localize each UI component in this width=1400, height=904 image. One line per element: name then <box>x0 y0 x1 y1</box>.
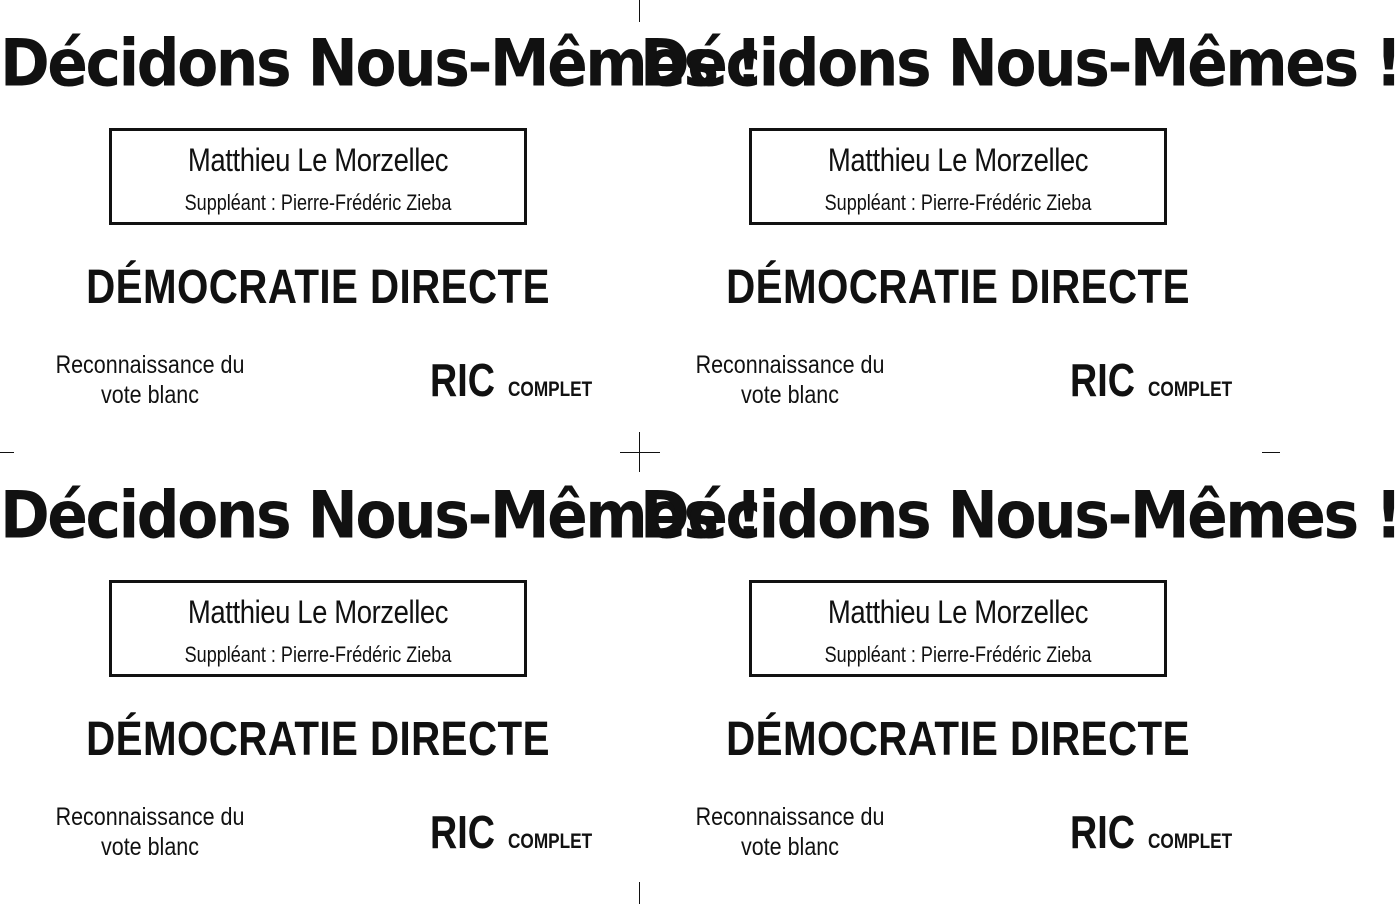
measure-blank-vote-line1: Reconnaissance du <box>695 803 885 831</box>
measure-blank-vote-line2: vote blanc <box>740 833 840 861</box>
crop-mark-left <box>0 452 14 453</box>
measure-ric <box>1070 804 1250 860</box>
crop-mark-bottom <box>639 882 640 904</box>
ric-label: RIC <box>430 806 495 858</box>
motto: DÉMOCRATIE DIRECTE <box>86 261 550 314</box>
measure-blank-vote-line2: vote blanc <box>100 833 200 861</box>
slogan: Décidons Nous-Mêmes ! <box>640 26 1400 102</box>
motto: DÉMOCRATIE DIRECTE <box>726 713 1190 766</box>
measure-blank-vote-line2: vote blanc <box>740 381 840 409</box>
substitute-name: Suppléant : Pierre-Frédéric Zieba <box>184 190 452 215</box>
measure-blank-vote-line1: Reconnaissance du <box>695 351 885 379</box>
motto: DÉMOCRATIE DIRECTE <box>86 713 550 766</box>
candidate-box <box>109 128 527 225</box>
slogan: Décidons Nous-Mêmes ! <box>0 478 760 554</box>
ric-label: RIC <box>1070 806 1135 858</box>
ballot-bottom-left <box>0 452 760 904</box>
ballot-top-right <box>640 0 1400 452</box>
ric-complet-label: COMPLET <box>507 378 592 401</box>
measure-blank-vote <box>687 802 893 862</box>
ric-complet-label: COMPLET <box>1147 378 1232 401</box>
ric-complet-label: COMPLET <box>1147 830 1232 853</box>
crop-mark-top <box>639 0 640 22</box>
measure-blank-vote-line1: Reconnaissance du <box>55 351 245 379</box>
ric-label: RIC <box>430 354 495 406</box>
measure-blank-vote <box>47 802 253 862</box>
candidate-box <box>749 128 1167 225</box>
measure-blank-vote <box>47 350 253 410</box>
substitute-name: Suppléant : Pierre-Frédéric Zieba <box>824 642 1092 667</box>
crop-mark-right <box>1262 452 1280 453</box>
substitute-name: Suppléant : Pierre-Frédéric Zieba <box>184 642 452 667</box>
candidate-name: Matthieu Le Morzellec <box>827 142 1089 178</box>
slogan: Décidons Nous-Mêmes ! <box>640 478 1400 554</box>
candidate-name: Matthieu Le Morzellec <box>827 594 1089 630</box>
ric-complet-label: COMPLET <box>507 830 592 853</box>
measure-ric <box>430 804 610 860</box>
candidate-box <box>749 580 1167 677</box>
measure-blank-vote-line2: vote blanc <box>100 381 200 409</box>
substitute-name: Suppléant : Pierre-Frédéric Zieba <box>824 190 1092 215</box>
candidate-name: Matthieu Le Morzellec <box>187 142 449 178</box>
candidate-box <box>109 580 527 677</box>
candidate-name: Matthieu Le Morzellec <box>187 594 449 630</box>
crop-mark-center-horizontal <box>620 452 660 453</box>
ballot-top-left <box>0 0 760 452</box>
ballot-bottom-right <box>640 452 1400 904</box>
measure-ric <box>430 352 610 408</box>
measure-blank-vote <box>687 350 893 410</box>
motto: DÉMOCRATIE DIRECTE <box>726 261 1190 314</box>
measure-ric <box>1070 352 1250 408</box>
slogan: Décidons Nous-Mêmes ! <box>0 26 760 102</box>
crop-mark-center-vertical <box>639 432 640 472</box>
ric-label: RIC <box>1070 354 1135 406</box>
measure-blank-vote-line1: Reconnaissance du <box>55 803 245 831</box>
